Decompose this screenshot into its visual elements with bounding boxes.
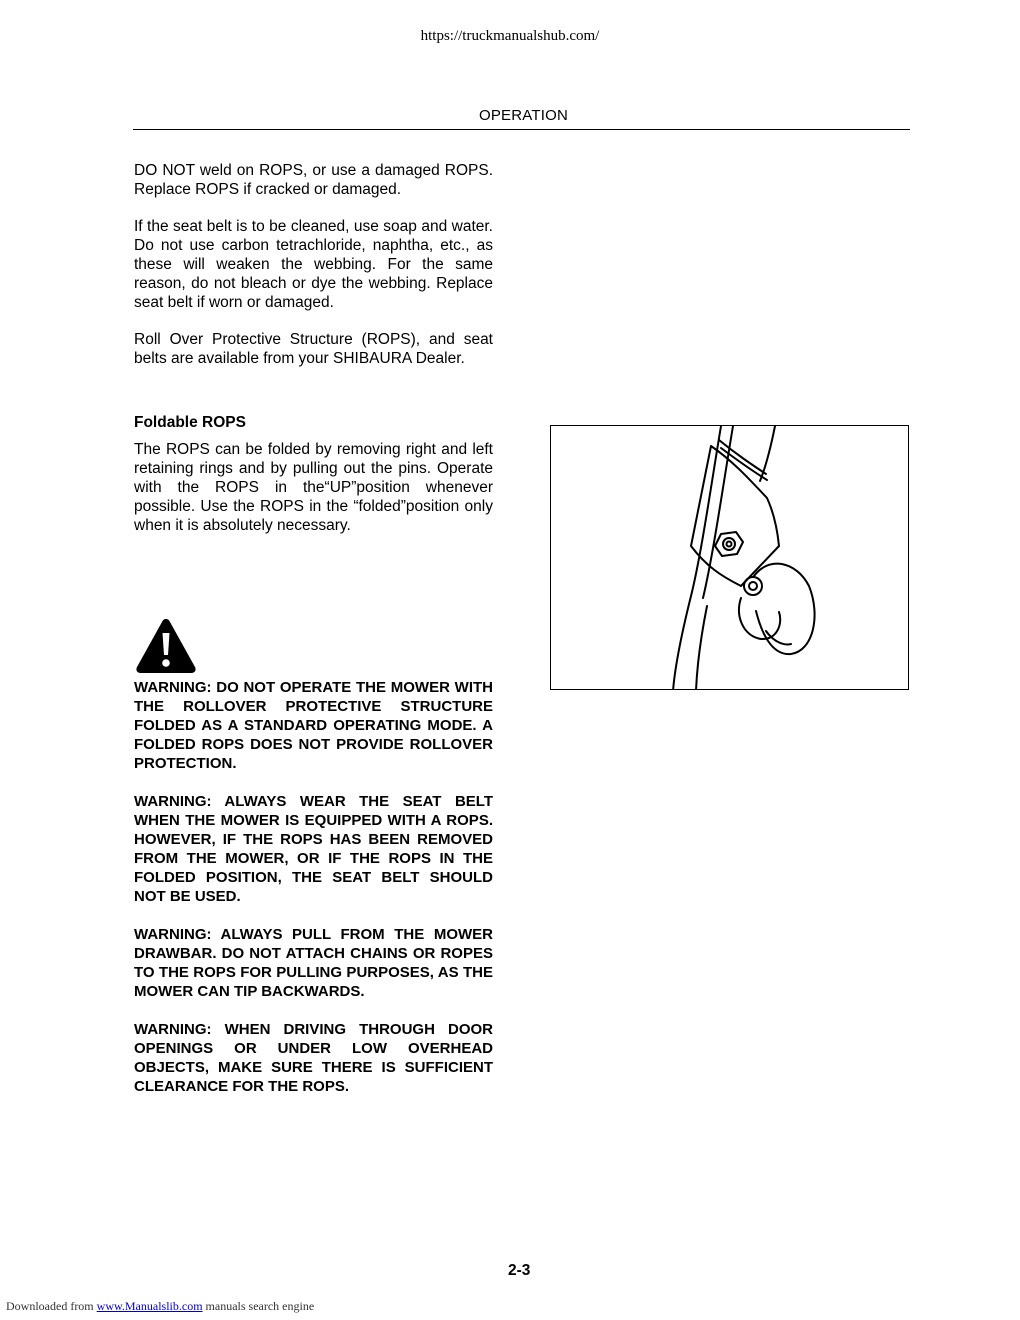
warning-triangle-icon [134,617,198,675]
section-title: OPERATION [478,107,568,124]
footer-prefix: Downloaded from [6,1299,94,1313]
warnings-list [134,678,493,1115]
paragraph-seat-belt-cleaning: If the seat belt is to be cleaned, use soap and water. Do not use carbon tetrachloride, naphtha, etc., as these will weaken the webbing. For the same reason, do not bleach or dye the webbing. Replace seat belt if worn or damaged. [134,218,493,311]
warning-clearance: WARNING: WHEN DRIVING THROUGH DOOR OPENINGS OR UNDER LOW OVERHEAD OBJECTS, MAKE SURE THERE IS SUFFICIENT CLEARANCE FOR THE ROPS. [134,1021,493,1095]
paragraph-dealer: Roll Over Protective Structure (ROPS), and seat belts are available from your SHIBAURA Dealer. [134,331,493,367]
footer [6,1299,314,1314]
manualslib-link[interactable]: www.Manualslib.com [96,1299,203,1313]
foldable-rops-heading: Foldable ROPS [134,414,246,431]
body-text-column [134,161,493,535]
warning-drawbar: WARNING: ALWAYS PULL FROM THE MOWER DRAWBAR. DO NOT ATTACH CHAINS OR ROPES TO THE ROPS FOR PULLING PURPOSES, AS THE MOWER CAN TIP BACKWARDS. [134,926,493,1000]
section-header [133,107,910,130]
foldable-rops-text: The ROPS can be folded by removing right and left retaining rings and by pulling out the pins. Operate with the ROPS in the“UP”position whenever possible. Use the ROPS in the “folded”position only when it is absolutely necessary. [134,441,493,534]
page-number: 2-3 [508,1262,531,1279]
warning-seat-belt: WARNING: ALWAYS WEAR THE SEAT BELT WHEN THE MOWER IS EQUIPPED WITH A ROPS. HOWEVER, IF THE ROPS HAS BEEN REMOVED FROM THE MOWER, OR IF THE ROPS IN THE FOLDED POSITION, THE SEAT BELT SHOULD NOT BE USED. [134,793,493,905]
rops-hinge-illustration [550,425,909,690]
warning-folded-rops: WARNING: DO NOT OPERATE THE MOWER WITH THE ROLLOVER PROTECTIVE STRUCTURE FOLDED AS A STANDARD OPERATING MODE. A FOLDED ROPS DOES NOT PROVIDE ROLLOVER PROTECTION. [134,679,493,772]
footer-suffix: manuals search engine [205,1299,315,1313]
top-url: https://truckmanualshub.com/ [420,28,600,44]
paragraph-weld: DO NOT weld on ROPS, or use a damaged ROPS. Replace ROPS if cracked or damaged. [134,162,493,198]
